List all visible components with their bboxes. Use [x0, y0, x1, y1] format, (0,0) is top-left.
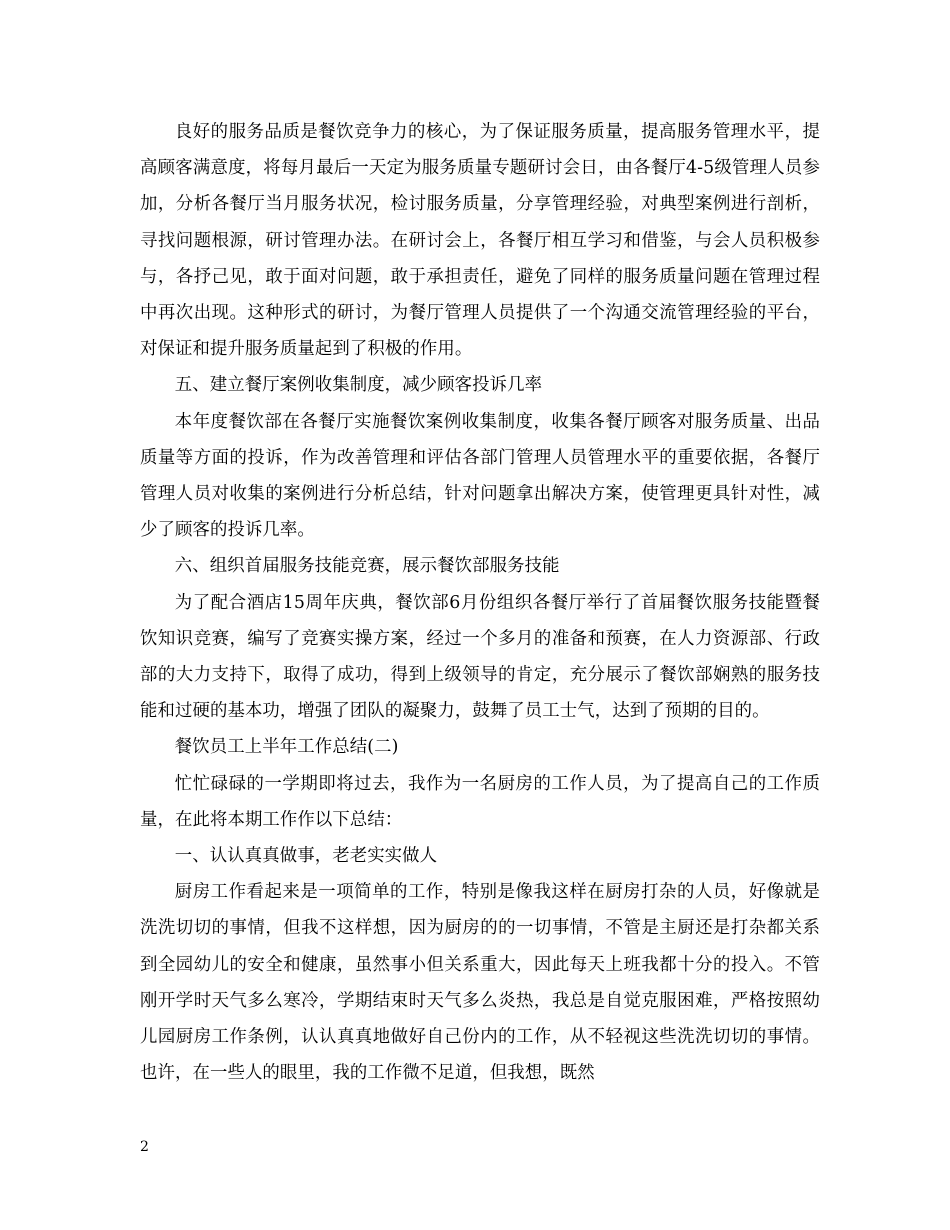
- paragraph-kitchen-work: 厨房工作看起来是一项简单的工作，特别是像我这样在厨房打杂的人员，好像就是洗洗切切的事情，但我不这样想，因为厨房的的一切事情，不管是主厨还是打杂都关系到全园幼儿的安全和健康，虽然事小但关系重大，因此每天上班我都十分的投入。不管刚开学时天气多么寒冷，学期结束时天气多么炎热，我总是自觉克服困难，严格按照幼儿园厨房工作条例，认认真真地做好自己份内的工作，从不轻视这些洗洗切切的事情。也许，在一些人的眼里，我的工作微不足道，但我想，既然: [140, 882, 820, 1084]
- section-heading-earnest-work: 一、认认真真做事，老老实实做人: [174, 846, 438, 867]
- paragraph-case-collection: 本年度餐饮部在各餐厅实施餐饮案例收集制度，收集各餐厅顾客对服务质量、出品质量等方面的投诉，作为改善管理和评估各部门管理人员管理水平的重要依据，各餐厅管理人员对收集的案例进行分析总结，针对问题拿出解决方案，使管理更具针对性，减少了顾客的投诉几率。: [140, 411, 820, 541]
- section-heading-skills-competition: 六、组织首届服务技能竞赛，展示餐饮部服务技能: [174, 556, 560, 577]
- document-body: [140, 114, 820, 1091]
- section-heading-case-collection: 五、建立餐厅案例收集制度，减少顾客投诉几率: [174, 375, 543, 396]
- paragraph-skills-competition: 为了配合酒店15周年庆典，餐饮部6月份组织各餐厅举行了首届餐饮服务技能暨餐饮知识竞赛，编写了竞赛实操方案，经过一个多月的准备和预赛，在人力资源部、行政部的大力支持下，取得了成功，得到上级领导的肯定，充分展示了餐饮部娴熟的服务技能和过硬的基本功，增强了团队的凝聚力，鼓舞了员工士气，达到了预期的目的。: [140, 592, 820, 722]
- page-number: 2: [140, 1139, 149, 1155]
- paragraph-service-quality-seminar: 良好的服务品质是餐饮竞争力的核心，为了保证服务质量，提高服务管理水平，提高顾客满意度，将每月最后一天定为服务质量专题研讨会日，由各餐厅4-5级管理人员参加，分析各餐厅当月服务状况，检讨服务质量，分享管理经验，对典型案例进行剖析，寻找问题根源，研讨管理办法。在研讨会上，各餐厅相互学习和借鉴，与会人员积极参与，各抒己见，敢于面对问题，敢于承担责任，避免了同样的服务质量问题在管理过程中再次出现。这种形式的研讨，为餐厅管理人员提供了一个沟通交流管理经验的平台，对保证和提升服务质量起到了积极的作用。: [140, 122, 820, 360]
- document-subtitle: 餐饮员工上半年工作总结(二): [174, 737, 399, 758]
- paragraph-intro: 忙忙碌碌的一学期即将过去，我作为一名厨房的工作人员，为了提高自己的工作质量，在此将本期工作作以下总结：: [140, 773, 820, 830]
